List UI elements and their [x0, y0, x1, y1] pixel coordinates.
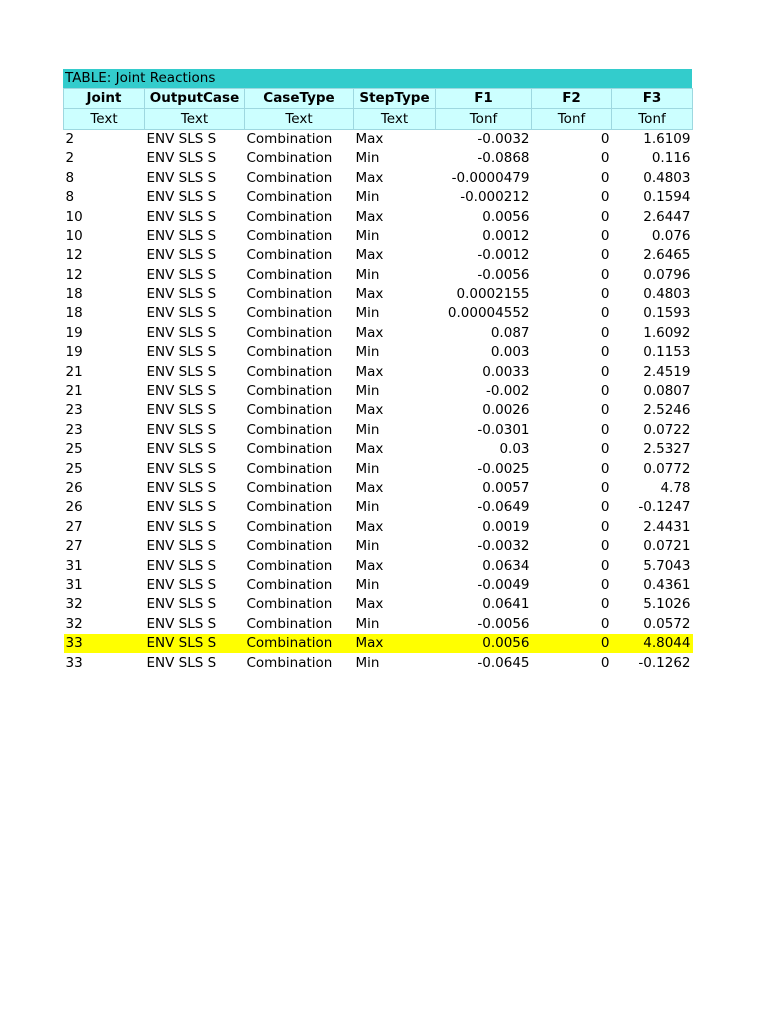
header-f3: F3: [612, 89, 693, 109]
cell-joint: 8: [65, 189, 75, 206]
cell-f2: 0: [600, 383, 610, 400]
cell-casetype: Combination: [246, 499, 333, 516]
cell-f1: -0.0012: [477, 247, 530, 264]
cell-outputcase: ENV SLS S: [146, 615, 217, 632]
cell-f1: -0.0000479: [451, 169, 530, 186]
cell-steptype: Min: [355, 654, 380, 671]
cell-steptype: Max: [355, 130, 384, 147]
cell-f2: 0: [600, 247, 610, 264]
cell-f3: 2.6447: [643, 208, 691, 225]
cell-outputcase: ENV SLS S: [146, 247, 217, 264]
table-row: [64, 634, 693, 653]
cell-outputcase: ENV SLS S: [145, 634, 245, 653]
cell-f1: 0.003: [490, 344, 530, 361]
cell-steptype: Min: [355, 538, 380, 555]
cell-joint: 23: [65, 402, 83, 419]
cell-f2: 0: [600, 208, 610, 225]
cell-joint: 19: [65, 324, 83, 341]
cell-joint: 26: [65, 499, 83, 516]
cell-outputcase: ENV SLS S: [146, 344, 217, 361]
cell-f3: 0.0572: [643, 615, 691, 632]
cell-casetype: Combination: [246, 383, 333, 400]
cell-f2: 0: [600, 189, 610, 206]
cell-outputcase: ENV SLS S: [146, 557, 217, 574]
cell-joint: 18: [65, 305, 83, 322]
cell-joint: 32: [65, 596, 83, 613]
cell-f1: 0.0019: [482, 518, 530, 535]
cell-f1: 0.03: [499, 441, 530, 458]
cell-f1: -0.0025: [477, 460, 530, 477]
cell-f1: -0.0868: [477, 150, 530, 167]
cell-f3: 0.1153: [643, 344, 691, 361]
cell-casetype: Combination: [246, 441, 333, 458]
cell-f2: 0: [600, 305, 610, 322]
cell-steptype: Min: [355, 227, 380, 244]
cell-f3: 1.6092: [643, 324, 691, 341]
table-row: [64, 595, 693, 614]
cell-casetype: Combination: [246, 169, 333, 186]
cell-casetype: Combination: [246, 189, 333, 206]
cell-joint: 33: [65, 654, 83, 671]
cell-casetype: Combination: [246, 615, 333, 632]
cell-f1: -0.0049: [477, 576, 530, 593]
unit-steptype: Text: [354, 109, 436, 129]
joint-reactions-table: [63, 88, 693, 673]
cell-casetype: Combination: [246, 402, 333, 419]
table-row: [64, 207, 693, 226]
cell-outputcase: ENV SLS S: [146, 189, 217, 206]
cell-steptype: Min: [355, 460, 380, 477]
units-row: [64, 109, 693, 129]
cell-f3: 0.4803: [643, 169, 691, 186]
cell-f3: 2.5327: [643, 441, 691, 458]
cell-f3: 0.0807: [643, 383, 691, 400]
cell-casetype: Combination: [246, 344, 333, 361]
cell-f2: 0: [600, 557, 610, 574]
cell-f2: 0: [600, 344, 610, 361]
cell-f1: -0.0056: [477, 615, 530, 632]
cell-f3: 0.4361: [643, 576, 691, 593]
cell-casetype: Combination: [246, 518, 333, 535]
cell-f3: 0.0722: [643, 421, 691, 438]
cell-f2: 0: [600, 460, 610, 477]
cell-f1: 0.0634: [482, 557, 530, 574]
cell-f2: 0: [600, 441, 610, 458]
cell-steptype: Max: [354, 634, 436, 653]
cell-f3: 2.4519: [643, 363, 691, 380]
cell-outputcase: ENV SLS S: [146, 421, 217, 438]
table-row: [64, 556, 693, 575]
cell-f1: -0.0056: [477, 266, 530, 283]
unit-outputcase: Text: [145, 109, 245, 129]
cell-casetype: Combination: [246, 305, 333, 322]
cell-f2: 0: [600, 576, 610, 593]
table-row: [64, 188, 693, 207]
cell-joint: 33: [64, 634, 145, 653]
table-row: [64, 537, 693, 556]
joint-reactions-sheet: [63, 69, 692, 673]
table-row: [64, 653, 693, 672]
cell-joint: 27: [65, 518, 83, 535]
cell-f3: 0.0721: [643, 538, 691, 555]
cell-f3: 0.0772: [643, 460, 691, 477]
cell-casetype: Combination: [246, 130, 333, 147]
cell-outputcase: ENV SLS S: [146, 305, 217, 322]
cell-casetype: Combination: [246, 208, 333, 225]
cell-casetype: Combination: [246, 266, 333, 283]
cell-joint: 26: [65, 480, 83, 496]
cell-steptype: Min: [355, 189, 380, 206]
cell-steptype: Min: [355, 383, 380, 400]
cell-casetype: Combination: [246, 576, 333, 593]
cell-steptype: Min: [355, 576, 380, 593]
table-row: [64, 266, 693, 285]
cell-f3: 0.116: [651, 150, 691, 167]
cell-f2: 0: [600, 130, 610, 147]
cell-f2: 0: [600, 499, 610, 516]
cell-joint: 10: [65, 208, 83, 225]
cell-f2: 0: [600, 227, 610, 244]
cell-f2: 0: [600, 402, 610, 419]
cell-f1: -0.0645: [477, 654, 530, 671]
cell-f3: 4.78: [660, 480, 691, 496]
table-row: [64, 227, 693, 246]
cell-steptype: Max: [355, 324, 384, 341]
header-row: [64, 89, 693, 109]
cell-f2: 0: [600, 324, 610, 341]
table-row: [64, 362, 693, 381]
cell-steptype: Max: [355, 441, 384, 458]
cell-f3: 2.4431: [643, 518, 691, 535]
header-f1: F1: [436, 89, 532, 109]
cell-f2: 0: [600, 654, 610, 671]
table-row: [64, 149, 693, 168]
table-row: [64, 129, 693, 149]
cell-f2: 0: [600, 363, 610, 380]
cell-outputcase: ENV SLS S: [146, 130, 217, 147]
cell-joint: 27: [65, 538, 83, 555]
cell-casetype: Combination: [246, 286, 333, 303]
cell-f2: 0: [600, 169, 610, 186]
cell-steptype: Min: [355, 150, 380, 167]
cell-joint: 21: [65, 383, 83, 400]
cell-f1: 0.0641: [482, 596, 530, 613]
cell-outputcase: ENV SLS S: [146, 480, 217, 496]
cell-steptype: Max: [355, 363, 384, 380]
cell-casetype: Combination: [246, 421, 333, 438]
cell-f2: 0: [600, 480, 610, 496]
cell-joint: 31: [65, 576, 83, 593]
cell-f1: 0.0012: [482, 227, 530, 244]
cell-f1: 0.0056: [436, 634, 532, 653]
cell-joint: 25: [65, 441, 83, 458]
cell-outputcase: ENV SLS S: [146, 441, 217, 458]
cell-joint: 8: [65, 169, 75, 186]
cell-f2: 0: [600, 266, 610, 283]
cell-outputcase: ENV SLS S: [146, 576, 217, 593]
cell-steptype: Max: [355, 286, 384, 303]
table-row: [64, 382, 693, 401]
cell-f3: 0.076: [651, 227, 691, 244]
header-steptype: StepType: [354, 89, 436, 109]
table-row: [64, 459, 693, 478]
header-outputcase: OutputCase: [145, 89, 245, 109]
cell-joint: 12: [65, 247, 83, 264]
cell-f2: 0: [600, 286, 610, 303]
table-row: [64, 421, 693, 440]
cell-f2: 0: [600, 150, 610, 167]
cell-joint: 2: [65, 150, 75, 167]
cell-f1: -0.000212: [460, 189, 530, 206]
cell-f2: 0: [532, 634, 612, 653]
header-f2: F2: [532, 89, 612, 109]
cell-f2: 0: [600, 596, 610, 613]
cell-f1: 0.00004552: [447, 305, 530, 322]
cell-joint: 12: [65, 266, 83, 283]
cell-f3: 5.7043: [643, 557, 691, 574]
cell-f3: 1.6109: [643, 130, 691, 147]
cell-f1: -0.0032: [477, 538, 530, 555]
cell-joint: 23: [65, 421, 83, 438]
cell-f3: 2.6465: [643, 247, 691, 264]
table-row: [64, 615, 693, 634]
cell-f1: -0.0649: [477, 499, 530, 516]
table-title: TABLE: Joint Reactions: [63, 69, 692, 88]
cell-f1: -0.002: [485, 383, 530, 400]
cell-f3: 5.1026: [643, 596, 691, 613]
cell-f1: 0.087: [490, 324, 530, 341]
cell-outputcase: ENV SLS S: [146, 499, 217, 516]
cell-f1: 0.0033: [482, 363, 530, 380]
cell-f1: 0.0026: [482, 402, 530, 419]
cell-outputcase: ENV SLS S: [146, 324, 217, 341]
cell-steptype: Max: [355, 557, 384, 574]
cell-outputcase: ENV SLS S: [146, 518, 217, 535]
cell-casetype: Combination: [246, 227, 333, 244]
unit-f2: Tonf: [532, 109, 612, 129]
cell-steptype: Max: [355, 208, 384, 225]
table-row: [64, 440, 693, 459]
table-row: [64, 304, 693, 323]
cell-joint: 32: [65, 615, 83, 632]
table-row: [64, 246, 693, 265]
table-row: [64, 343, 693, 362]
cell-steptype: Min: [355, 344, 380, 361]
cell-f2: 0: [600, 518, 610, 535]
cell-steptype: Min: [355, 305, 380, 322]
cell-f3: 0.1594: [643, 189, 691, 206]
cell-steptype: Max: [355, 596, 384, 613]
table-row: [64, 401, 693, 420]
cell-outputcase: ENV SLS S: [146, 402, 217, 419]
unit-f1: Tonf: [436, 109, 532, 129]
cell-joint: 18: [65, 286, 83, 303]
cell-steptype: Max: [355, 247, 384, 264]
cell-casetype: Combination: [246, 363, 333, 380]
cell-f3: -0.1262: [638, 654, 691, 671]
cell-f1: 0.0002155: [456, 286, 530, 303]
cell-joint: 10: [65, 227, 83, 244]
cell-steptype: Min: [355, 421, 380, 438]
cell-outputcase: ENV SLS S: [146, 654, 217, 671]
cell-f1: -0.0032: [477, 130, 530, 147]
table-row: [64, 576, 693, 595]
table-body: [64, 129, 693, 672]
cell-joint: 21: [65, 363, 83, 380]
cell-outputcase: ENV SLS S: [146, 383, 217, 400]
cell-f3: 0.1593: [643, 305, 691, 322]
cell-casetype: Combination: [246, 247, 333, 264]
cell-casetype: Combination: [246, 654, 333, 671]
cell-outputcase: ENV SLS S: [146, 169, 217, 186]
table-row: [64, 324, 693, 343]
cell-steptype: Min: [355, 615, 380, 632]
header-joint: Joint: [64, 89, 145, 109]
cell-outputcase: ENV SLS S: [146, 208, 217, 225]
cell-casetype: Combination: [246, 150, 333, 167]
unit-joint: Text: [64, 109, 145, 129]
cell-casetype: Combination: [246, 324, 333, 341]
cell-joint: 25: [65, 460, 83, 477]
cell-f3: 0.4803: [643, 286, 691, 303]
unit-f3: Tonf: [612, 109, 693, 129]
cell-f2: 0: [600, 421, 610, 438]
cell-outputcase: ENV SLS S: [146, 363, 217, 380]
cell-casetype: Combination: [246, 596, 333, 613]
cell-joint: 2: [65, 130, 75, 147]
cell-outputcase: ENV SLS S: [146, 286, 217, 303]
cell-steptype: Max: [355, 480, 384, 496]
table-row: [64, 479, 693, 498]
table-row: [64, 498, 693, 517]
cell-f2: 0: [600, 615, 610, 632]
cell-outputcase: ENV SLS S: [146, 266, 217, 283]
cell-outputcase: ENV SLS S: [146, 227, 217, 244]
cell-outputcase: ENV SLS S: [146, 460, 217, 477]
cell-f1: -0.0301: [477, 421, 530, 438]
cell-steptype: Min: [355, 499, 380, 516]
cell-casetype: Combination: [246, 557, 333, 574]
cell-f1: 0.0057: [482, 480, 530, 496]
cell-steptype: Max: [355, 169, 384, 186]
cell-f3: 0.0796: [643, 266, 691, 283]
unit-casetype: Text: [245, 109, 354, 129]
table-row: [64, 169, 693, 188]
cell-f3: 4.8044: [612, 634, 693, 653]
cell-steptype: Min: [355, 266, 380, 283]
cell-f2: 0: [600, 538, 610, 555]
cell-joint: 31: [65, 557, 83, 574]
cell-outputcase: ENV SLS S: [146, 150, 217, 167]
cell-f3: -0.1247: [638, 499, 691, 516]
table-row: [64, 285, 693, 304]
cell-f3: 2.5246: [643, 402, 691, 419]
table-row: [64, 518, 693, 537]
cell-steptype: Max: [355, 518, 384, 535]
cell-casetype: Combination: [246, 538, 333, 555]
cell-outputcase: ENV SLS S: [146, 538, 217, 555]
cell-casetype: Combination: [245, 634, 354, 653]
cell-steptype: Max: [355, 402, 384, 419]
cell-joint: 19: [65, 344, 83, 361]
header-casetype: CaseType: [245, 89, 354, 109]
cell-casetype: Combination: [246, 460, 333, 477]
cell-outputcase: ENV SLS S: [146, 596, 217, 613]
cell-f1: 0.0056: [482, 208, 530, 225]
cell-casetype: Combination: [246, 480, 333, 496]
